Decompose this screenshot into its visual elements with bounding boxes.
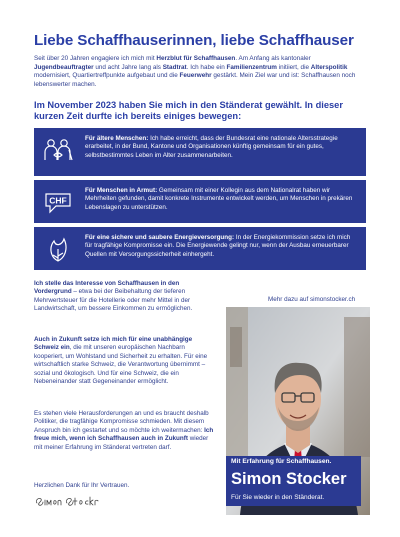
intro-highlight: Herzblut für Schaffhausen [156,55,236,62]
body-text: , die mit unseren europäischen Nachbarn kooperiert, um Wohlstand und Sicherheit zu erhalten. Für eine wirtschaftlich starke Schweiz, die Verantwortung übernimmt – sozial und ökologisch. Und für eine Schweiz, die ein Nebeneinander statt Gegeneinander ermöglicht. [34,344,208,386]
achievement-text [85,234,357,259]
closing-line: Herzlichen Dank für Ihr Vertrauen. [34,482,130,489]
intro-highlight: Alterspolitik [310,63,348,71]
achievement-lead: Für eine sichere und saubere Energieversorgung: [85,234,235,241]
intro-text: modernisiert, Quartiertreffpunkte aufgebaut und die [34,72,180,80]
intro-highlight: Stadtrat [162,63,187,71]
candidate-name: Simon Stocker [231,470,347,488]
achievement-text [85,135,357,160]
poster-banner: Mit Erfahrung für Schaffhausen. [226,456,361,468]
page-title: Liebe Schaffhauserinnen, liebe Schaffhauser [34,32,354,49]
achievement-text [85,187,357,212]
energy-icon [42,235,74,265]
intro-text: . Am Anfang als kantonaler [235,55,311,62]
website-link[interactable]: Mehr dazu auf simonstocker.ch [268,296,356,303]
intro-highlight: Feuerwehr [179,72,212,80]
intro-text: gestärkt. Mein Ziel war und ist: Schaffhausen noch lebenswerter machen. [34,72,356,88]
intro-highlight: Jugendbeauftragter [34,63,94,71]
body-text: – etwa bei der Beibehaltung der tieferen Mehrwertsteuer für die Hotellerie oder mehr Mittel in der Landwirtschaft, um bessere Einkommen zu ermöglichen. [34,288,193,313]
body-paragraph-interests [34,280,214,314]
candidate-tagline: Für Sie wieder in den Ständerat. [231,494,325,501]
handwritten-signature [34,491,104,509]
intro-text: . Ich habe ein [186,63,227,71]
achievement-box-elderly [34,128,366,176]
body-highlight: Ich freue mich, wenn ich Schaffhausen auch in Zukunft [34,426,214,443]
body-highlight: Ich stelle das Interesse von Schaffhausen in den Vordergrund [34,280,180,296]
achievement-lead: Für ältere Menschen: [85,135,149,142]
body-paragraph-future [34,410,214,452]
achievement-box-energy [34,227,366,270]
poster-name-block [226,468,361,506]
body-text: wieder mit meiner Erfahrung im Ständerat vertreten darf. [34,435,209,451]
body-text: Es stehen viele Herausforderungen an und es braucht deshalb Politiker, die tragfähige Kompromisse schmieden. Mit diesem Anspruch bin ich gestartet und so möchte ich weitermachen: [34,410,209,434]
intro-text: und acht Jahre lang als [93,63,163,71]
chf-icon-label: CHF [49,195,67,206]
achievement-body: Ich habe erreicht, dass der Bundesrat eine nationale Altersstrategie erarbeitet, in der Bund, Kantone und Organisationen künftig gemeinsam für ein gutes, selbstbestimmtes Leben im Alter zusammenarbeiten. [85,135,338,159]
body-highlight: Auch in Zukunft setze ich mich für eine unabhängige Schweiz ein [34,336,193,352]
chf-icon [42,188,74,218]
body-paragraph-switzerland [34,336,214,386]
intro-highlight: Familienzentrum [226,63,277,71]
achievement-box-poverty [34,180,366,223]
family-icon [42,136,74,166]
achievement-body: Gemeinsam mit einer Kollegin aus dem Nationalrat haben wir Mehrheiten gefunden, damit konkrete Instrumente entwickelt werden, um Menschen in prekären Lebenslagen zu unterstützen. [85,187,353,211]
achievement-body: In der Energiekommission setze ich mich für tragfähige Kompromisse ein. Die Energiewende gelingt nur, wenn der Ausbau erneuerbarer Quellen mit Versorgungssicherheit einhergeht. [85,234,351,258]
section-subheading: Im November 2023 haben Sie mich in den Ständerat gewählt. In dieser kurzen Zeit durfte ich bereits einiges bewegen: [34,100,343,121]
intro-text: Seit über 20 Jahren engagiere ich mich mit [34,55,157,62]
intro-paragraph [34,55,366,89]
intro-text: initiiert, die [276,63,311,71]
achievement-lead: Für Menschen in Armut: [85,187,158,194]
